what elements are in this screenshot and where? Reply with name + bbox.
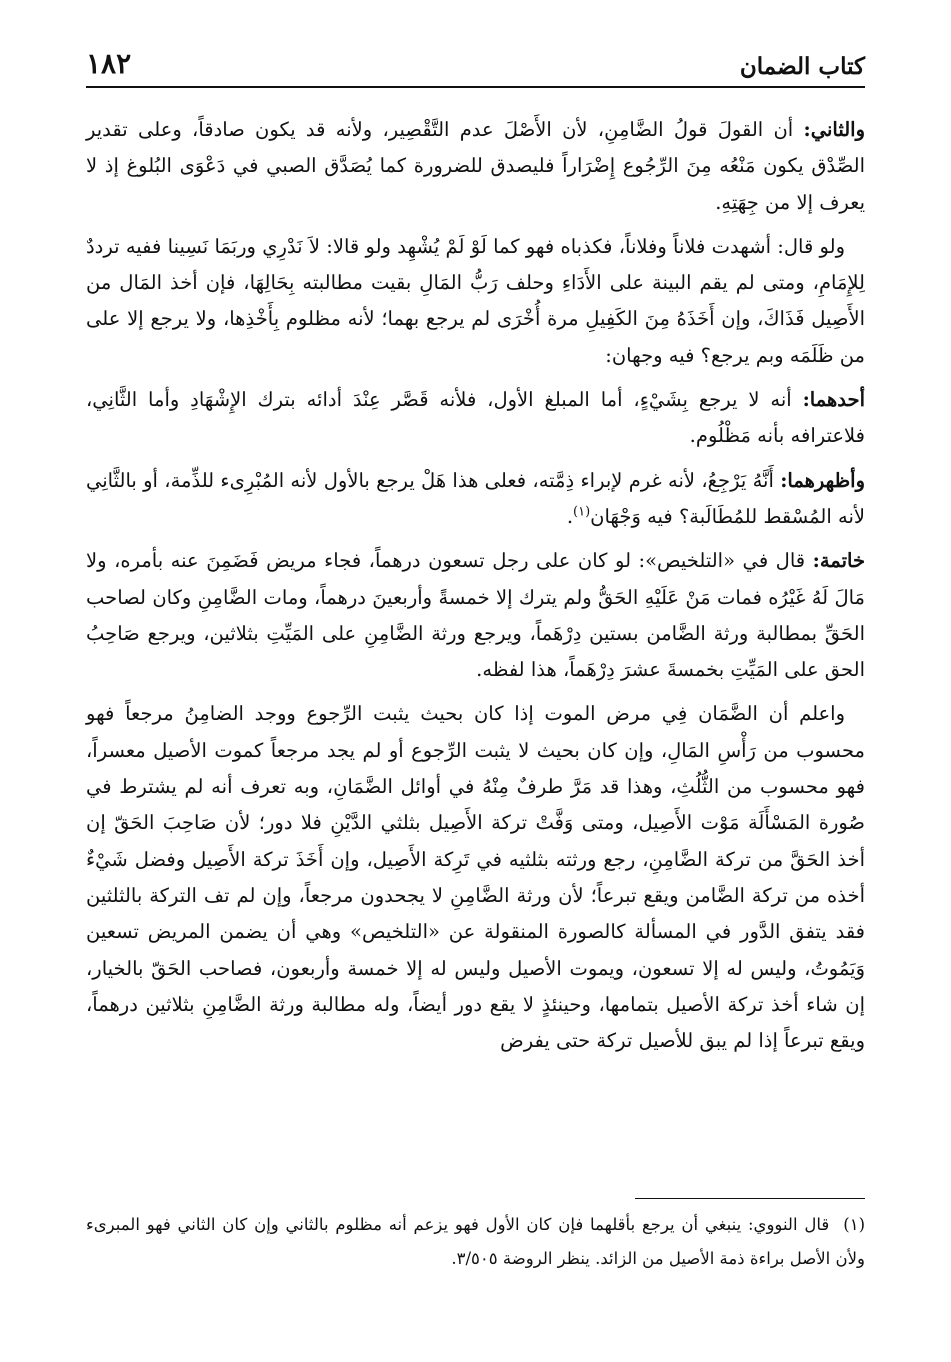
paragraph-witness <box>86 229 865 374</box>
footnote-number: (١) <box>843 1215 865 1234</box>
paragraph-tail: . <box>566 504 574 528</box>
page-header <box>86 48 865 88</box>
main-text <box>86 112 865 1067</box>
footnote-text: قال النووي: ينبغي أن يرجع بأقلهما فإن كان الأول فهو يزعم أنه مظلوم بالثاني وإن كان الثاني فهو المبرىء ولأن الأصل براءة ذمة الأصيل من الزائد. ينظر الروضة ٣/٥٠٥. <box>86 1215 865 1268</box>
paragraph-stronger-view <box>86 463 865 536</box>
paragraph-lead: والثاني: <box>803 118 865 141</box>
paragraph-lead: أحدهما: <box>802 388 865 412</box>
page-number: ١٨٢ <box>86 47 132 80</box>
paragraph-lead: وأظهرهما: <box>780 468 865 492</box>
paragraph-text: أنه لا يرجع بِشَيْءٍ، أما المبلغ الأول، فلأنه قَصَّر عِنْدَ أدائه بترك الإِشْهَادِ وأما الثَّانِي، فلاعترافه بأنه مَظْلُوم. <box>86 388 865 448</box>
paragraph-text: قال في «التلخيص»: لو كان على رجل تسعون درهماً، فجاء مريض فَضَمِنَ عنه بأمره، ولا مَالَ لَهُ غَيْرُه فمات مَنْ عَلَيْهِ الحَقُّ ولم يترك إلا خمسةً وأربعينَ درهماً، ومات الضَّامِنِ وكان لصاحب الحَقِّ بمطالبة ورثة الضَّامن بستين دِرْهَماً، ويرجع ورثة الضَّامِنِ على المَيِّتِ بثلاثين، ويرجع صَاحِبُ الحق على المَيِّتِ بخمسةَ عشرَ دِرْهَماً، هذا لفظه. <box>86 549 865 682</box>
book-title: كتاب الضمان <box>739 53 865 80</box>
paragraph-conclusion <box>86 543 865 688</box>
paragraph-second-opinion <box>86 112 865 221</box>
footnote-divider <box>635 1198 865 1199</box>
paragraph-death-illness <box>86 696 865 1059</box>
paragraph-lead: خاتمة: <box>812 549 866 573</box>
paragraph-text: واعلم أن الضَّمَان فِي مرض الموت إذا كان بحيث يثبت الرِّجوع ووجد الضامِنُ مرجعاً فهو محسوب من رَأْسِ المَالِ، وإن كان بحيث لا يثبت الرِّجوع أو لم يجد مرجعاً كموت الأصيل معسراً، فهو محسوب من الثُّلُثِ، وهذا قد مَرَّ طرفٌ مِنْهُ في أوائل الضَّمَانِ، وبه تعرف أنه لم يشترط في صُورة المَسْأَلَة مَوْت الأَصِيل، ومتى وَفَّتْ تركة الأَصِيل بثلثي الدَّيْنِ فلا دور؛ لأن صَاحِبَ الحَقّ إن أخذ الحَقَّ من تركة الضَّامِنِ، رجع ورثته بثلثيه في تَرِكة الأَصِيل، وإن أَخَذَ تركة الأَصِيل وفضل شَيْءٌ أخذه من تركة الضَّامن ويقع تبرعاً؛ لأن ورثة الضَّامِنِ لا يجحدون مرجعاً، وإن لم تف التركة بالثلثين فقد يتفق الدَّور في المسألة كالصورة المنقولة عن «التلخيص» وهي أن يضمن المريض تسعين وَيَمُوتُ، وليس له إلا تسعون، ويموت الأصيل وليس له إلا خمسة وأربعون، فصاحب الحَقّ بالخيار، إن شاء أخذ تركة الأصيل بتمامها، وحينئذٍ لا يقع دور أيضاً، وله مطالبة ورثة الضَّامِنِ بثلاثين درهماً، ويقع تبرعاً إذا لم يبق للأصيل تركة حتى يفرض <box>86 702 866 1053</box>
footnote <box>86 1208 865 1276</box>
paragraph-text: أن القولَ قولُ الضَّامِنِ، لأن الأَصْلَ عدم التَّقْصِير، ولأنه قد يكون صادقاً، وعلى تقدير الصِّدْق يكون مَنْعُه مِنَ الرِّجُوع إِضْرَاراً فليصدق للضرورة كما يُصَدَّق الصبي في دَعْوَى البُلوغ إذ لا يعرف إلا من جِهَتِهِ. <box>86 118 865 214</box>
footnote-reference[interactable]: (١) <box>573 504 591 520</box>
paragraph-text: ولو قال: أشهدت فلاناً وفلاناً، فكذباه فهو كما لَوْ لَمْ يُشْهِد ولو قالا: لاَ نَدْرِي وربَمَا نَسِينا ففيه ترددٌ لِلإِمَامِ، ومتى لم يقم البينة على الأَدَاءِ وحلف رَبُّ المَالِ بقيت مطالبته بِحَالِهَا، فإن أخذ المَال من الأَصِيل فَذَاكَ، وإن أَخَذَهُ مِنَ الكَفِيلِ مرة أُخْرَى لم يرجع بهما؛ لأنه مظلوم بِأَخْذِها، ولا يرجع إلا على من ظَلَمَه وبم يرجع؟ فيه وجهان: <box>86 234 865 367</box>
paragraph-text: أَنَّهُ يَرْجِعُ، لأنه غرم لإبراء ذِمَّته، فعلى هذا هَلْ يرجع بالأول لأنه المُبْرِىء للذِّمة، أو بالثَّانِي لأنه المُسْقط للمُطَالَبة؟ فيه وَجْهَان <box>86 468 865 528</box>
paragraph-first-view <box>86 382 865 455</box>
